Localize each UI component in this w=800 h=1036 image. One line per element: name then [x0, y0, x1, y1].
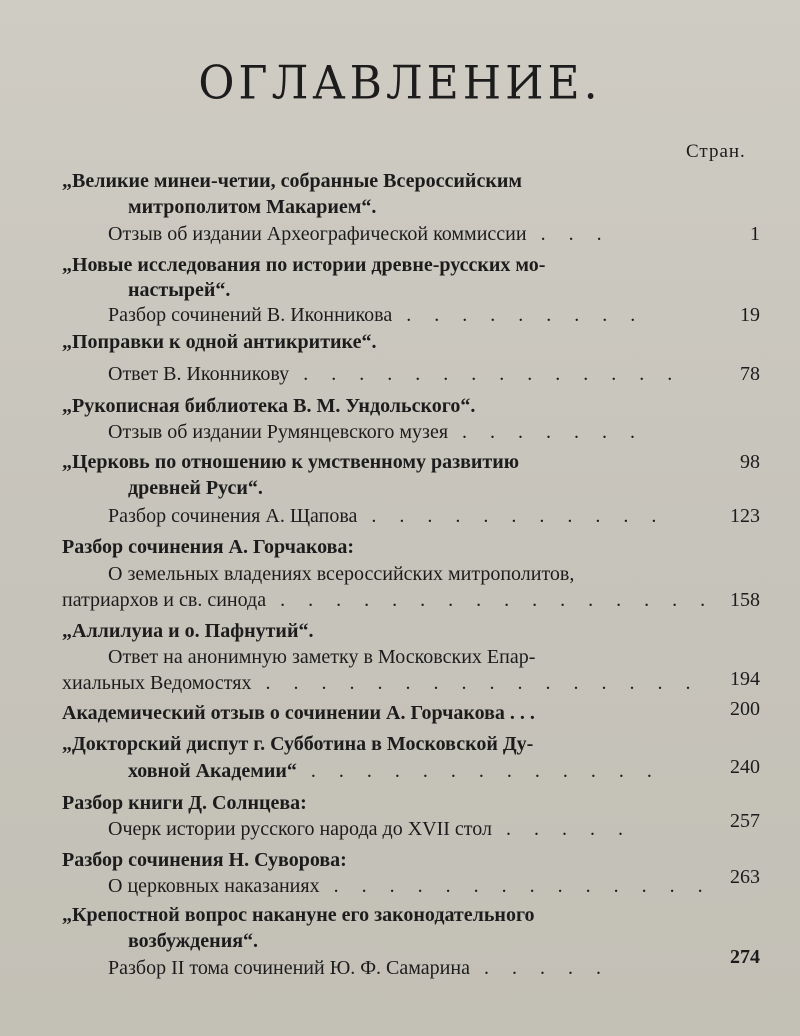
entry-subtitle: Очерк истории русского народа до XVII стол . . . . . — [108, 818, 632, 840]
page-number: 200 — [730, 698, 760, 720]
entry-subtitle: Разбор II тома сочинений Ю. Ф. Самарина . . . . . — [108, 957, 610, 979]
entry-subtitle: Ответ на анонимную заметку в Московских Епар- — [108, 646, 536, 668]
page-number: 194 — [730, 668, 760, 690]
entry-subtitle: хиальных Ведомостях . . . . . . . . . . . . . . . . — [62, 672, 700, 694]
entry-title: „Крепостной вопрос накануне его законодательного — [62, 904, 535, 926]
page-number: 78 — [740, 363, 760, 385]
page-number: 19 — [740, 304, 760, 326]
page-number: 98 — [740, 451, 760, 473]
entry-title: Разбор книги Д. Солнцева: — [62, 792, 307, 814]
entry-subtitle: патриархов и св. синода . . . . . . . . . . . . . . . . — [62, 589, 715, 611]
column-header: Стран. — [686, 141, 746, 162]
page-number: 263 — [730, 866, 760, 888]
entry-title: митрополитом Макарием“. — [128, 196, 377, 218]
page-number: 240 — [730, 756, 760, 778]
entry-title: Академический отзыв о сочинении А. Горчакова . . . — [62, 702, 535, 724]
entry-title: „Поправки к одной антикритике“. — [62, 331, 377, 353]
entry-title: древней Руси“. — [128, 477, 263, 499]
entry-title: Разбор сочинения А. Горчакова: — [62, 536, 355, 558]
entry-title: „Аллилуиа и о. Пафнутий“. — [62, 620, 314, 642]
page-number: 257 — [730, 810, 760, 832]
entry-title: Разбор сочинения Н. Суворова: — [62, 849, 347, 871]
page-number: 158 — [730, 589, 760, 611]
entry-subtitle: Отзыв об издании Археографической коммиссии . . . — [108, 223, 611, 245]
page-title: ОГЛАВЛЕНИЕ. — [198, 56, 602, 111]
entry-title: „Новые исследования по истории древне-русских мо- — [62, 254, 546, 276]
entry-title: возбуждения“. — [128, 930, 259, 952]
page-number: 274 — [730, 946, 760, 968]
entry-subtitle: О земельных владениях всероссийских митрополитов, — [108, 563, 575, 585]
entry-subtitle: Отзыв об издании Румянцевского музея . . . . . . . — [108, 421, 645, 443]
entry-subtitle: Разбор сочинения А. Щапова . . . . . . . . . . . — [108, 505, 666, 527]
entry-title: „Великие минеи-четии, собранные Всероссийским — [62, 170, 522, 192]
entry-title: „Докторский диспут г. Субботина в Московской Ду- — [62, 733, 534, 755]
page-number: 1 — [750, 223, 760, 245]
entry-subtitle: О церковных наказаниях . . . . . . . . . . . . . . — [108, 875, 712, 897]
page-number: 123 — [730, 505, 760, 527]
entry-title: ховной Академии“ . . . . . . . . . . . . . — [128, 760, 661, 782]
entry-title: настырей“. — [128, 279, 231, 301]
entry-title: „Церковь по отношению к умственному развитию — [62, 451, 520, 473]
entry-subtitle: Ответ В. Иконникову . . . . . . . . . . . . . . — [108, 363, 682, 385]
entry-title: „Рукописная библиотека В. М. Ундольского“. — [62, 395, 476, 417]
entry-subtitle: Разбор сочинений В. Иконникова . . . . . . . . . — [108, 304, 645, 326]
